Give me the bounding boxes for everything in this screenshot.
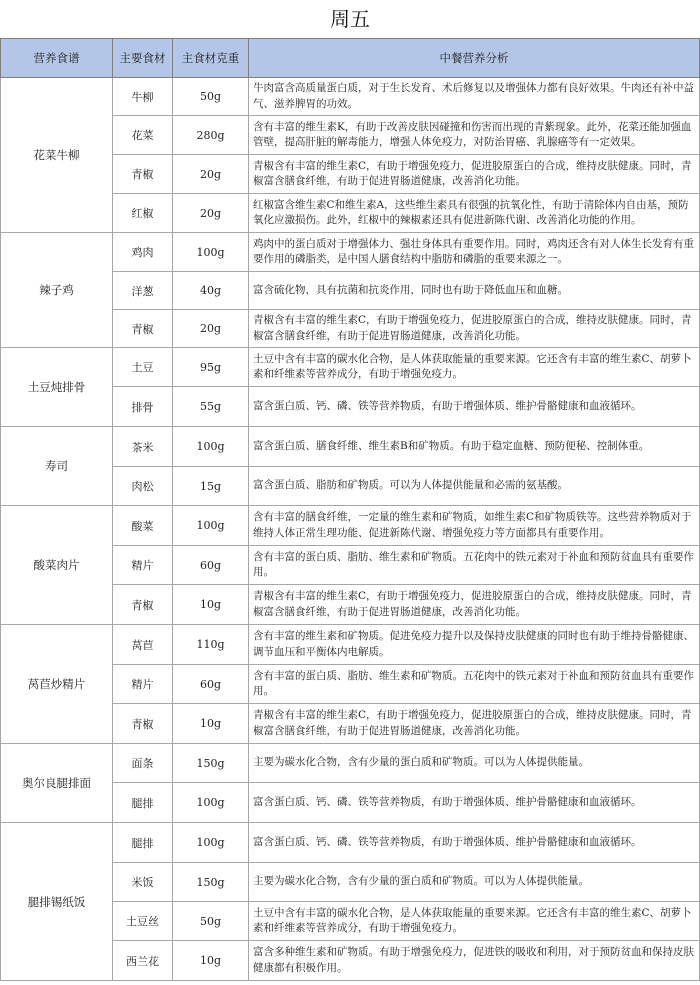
ingredient-weight: 20g: [173, 155, 249, 194]
ingredient-name: 精片: [113, 665, 173, 704]
nutrition-analysis: 主要为碳水化合物，含有少量的蛋白质和矿物质。可以为人体提供能量。: [249, 744, 700, 783]
table-row: [1, 427, 700, 467]
table-row: [1, 823, 700, 863]
nutrition-analysis: 富含蛋白质、钙、磷、铁等营养物质，有助于增强体质、维护骨骼健康和血液循环。: [249, 387, 700, 427]
table-row: [1, 348, 700, 387]
ingredient-weight: 40g: [173, 272, 249, 310]
ingredient-name: 土豆: [113, 348, 173, 387]
nutrition-analysis: 主要为碳水化合物，含有少量的蛋白质和矿物质。可以为人体提供能量。: [249, 863, 700, 902]
nutrition-analysis: 青椒含有丰富的维生素C，有助于增强免疫力，促进胶原蛋白的合成，维持皮肤健康。同时，青椒富含膳食纤维，有助于促进胃肠道健康，改善消化功能。: [249, 585, 700, 625]
ingredient-weight: 15g: [173, 467, 249, 506]
table-row: [1, 625, 700, 665]
ingredient-weight: 100g: [173, 506, 249, 546]
dish-name: 莴苣炒精片: [1, 625, 113, 744]
nutrition-analysis: 土豆中含有丰富的碳水化合物，是人体获取能量的重要来源。它还含有丰富的维生素C、胡萝卜素和纤维素等营养成分，有助于增强免疫力。: [249, 348, 700, 387]
ingredient-weight: 20g: [173, 310, 249, 348]
nutrition-analysis: 红椒富含维生素C和维生素A，这些维生素具有很强的抗氧化性，有助于清除体内自由基，预防氧化应激损伤。此外，红椒中的辣椒素还具有促进新陈代谢、改善消化功能的作用。: [249, 194, 700, 233]
nutrition-analysis: 富含蛋白质、钙、磷、铁等营养物质，有助于增强体质、维护骨骼健康和血液循环。: [249, 823, 700, 863]
ingredient-weight: 100g: [173, 823, 249, 863]
nutrition-analysis: 青椒含有丰富的维生素C，有助于增强免疫力，促进胶原蛋白的合成，维持皮肤健康。同时，青椒富含膳食纤维，有助于促进胃肠道健康，改善消化功能。: [249, 155, 700, 194]
ingredient-weight: 55g: [173, 387, 249, 427]
page-title: 周五: [330, 7, 370, 31]
table-row: [1, 233, 700, 272]
ingredient-name: 青椒: [113, 585, 173, 625]
ingredient-weight: 20g: [173, 194, 249, 233]
ingredient-name: 酸菜: [113, 506, 173, 546]
ingredient-name: 红椒: [113, 194, 173, 233]
ingredient-name: 青椒: [113, 310, 173, 348]
table-header-row: [1, 39, 700, 78]
ingredient-name: 面条: [113, 744, 173, 783]
nutrition-analysis: 含有丰富的维生素和矿物质。促进免疫力提升以及保持皮肤健康的同时也有助于维持骨骼健康、调节血压和平衡体内电解质。: [249, 625, 700, 665]
nutrition-analysis: 富含多种维生素和矿物质。有助于增强免疫力，促进铁的吸收和利用，对于预防贫血和保持皮肤健康都有积极作用。: [249, 941, 700, 981]
ingredient-weight: 50g: [173, 78, 249, 116]
ingredient-name: 牛柳: [113, 78, 173, 116]
nutrition-analysis: 含有丰富的膳食纤维，一定量的维生素和矿物质，如维生素C和矿物质铁等。这些营养物质对于维持人体正常生理功能、促进新陈代谢、增强免疫力等方面都具有重要作用。: [249, 506, 700, 546]
dish-name: 辣子鸡: [1, 233, 113, 348]
dish-name: 酸菜肉片: [1, 506, 113, 625]
ingredient-weight: 110g: [173, 625, 249, 665]
ingredient-weight: 10g: [173, 704, 249, 744]
nutrition-analysis: 青椒含有丰富的维生素C，有助于增强免疫力，促进胶原蛋白的合成，维持皮肤健康。同时，青椒富含膳食纤维，有助于促进胃肠道健康，改善消化功能。: [249, 704, 700, 744]
nutrition-table: [0, 38, 700, 981]
ingredient-name: 青椒: [113, 155, 173, 194]
ingredient-weight: 280g: [173, 116, 249, 155]
nutrition-analysis: 含有丰富的维生素K，有助于改善皮肤因碰撞和伤害而出现的青紫现象。此外，花菜还能加强血管壁，提高肝脏的解毒能力，增强人体免疫力，对防治胃癌、乳腺癌等有一定效果。: [249, 116, 700, 155]
nutrition-analysis: 富含蛋白质、钙、磷、铁等营养物质，有助于增强体质、维护骨骼健康和血液循环。: [249, 783, 700, 823]
table-body: [1, 78, 700, 981]
ingredient-name: 花菜: [113, 116, 173, 155]
ingredient-weight: 100g: [173, 783, 249, 823]
nutrition-analysis: 富含蛋白质、脂肪和矿物质。可以为人体提供能量和必需的氨基酸。: [249, 467, 700, 506]
ingredient-weight: 100g: [173, 427, 249, 467]
ingredient-name: 排骨: [113, 387, 173, 427]
ingredient-name: 鸡肉: [113, 233, 173, 272]
ingredient-weight: 60g: [173, 546, 249, 585]
table-row: [1, 506, 700, 546]
nutrition-analysis: 含有丰富的蛋白质、脂肪、维生素和矿物质。五花肉中的铁元素对于补血和预防贫血具有重要作用。: [249, 546, 700, 585]
ingredient-name: 莴苣: [113, 625, 173, 665]
ingredient-weight: 50g: [173, 902, 249, 941]
dish-name: 花菜牛柳: [1, 78, 113, 233]
table-row: [1, 744, 700, 783]
ingredient-weight: 60g: [173, 665, 249, 704]
nutrition-analysis: 含有丰富的蛋白质、脂肪、维生素和矿物质。五花肉中的铁元素对于补血和预防贫血具有重要作用。: [249, 665, 700, 704]
ingredient-weight: 10g: [173, 585, 249, 625]
ingredient-weight: 100g: [173, 233, 249, 272]
ingredient-name: 米饭: [113, 863, 173, 902]
nutrition-analysis: 富含硫化物，具有抗菌和抗炎作用，同时也有助于降低血压和血糖。: [249, 272, 700, 310]
ingredient-name: 青椒: [113, 704, 173, 744]
dish-name: 土豆炖排骨: [1, 348, 113, 427]
ingredient-weight: 95g: [173, 348, 249, 387]
dish-name: 奥尔良腿排面: [1, 744, 113, 823]
ingredient-weight: 150g: [173, 744, 249, 783]
ingredient-weight: 150g: [173, 863, 249, 902]
dish-name: 寿司: [1, 427, 113, 506]
header-weight: 主食材克重: [173, 39, 249, 78]
dish-name: 腿排锡纸饭: [1, 823, 113, 981]
table-row: [1, 78, 700, 116]
ingredient-name: 西兰花: [113, 941, 173, 981]
ingredient-name: 腿排: [113, 823, 173, 863]
nutrition-analysis: 富含蛋白质、膳食纤维、维生素B和矿物质。有助于稳定血糖、预防便秘、控制体重。: [249, 427, 700, 467]
ingredient-name: 茶米: [113, 427, 173, 467]
ingredient-name: 洋葱: [113, 272, 173, 310]
header-recipe: 营养食谱: [1, 39, 113, 78]
ingredient-weight: 10g: [173, 941, 249, 981]
ingredient-name: 土豆丝: [113, 902, 173, 941]
ingredient-name: 精片: [113, 546, 173, 585]
ingredient-name: 腿排: [113, 783, 173, 823]
nutrition-analysis: 鸡肉中的蛋白质对于增强体力、强壮身体具有重要作用。同时，鸡肉还含有对人体生长发育有重要作用的磷脂类，是中国人膳食结构中脂肪和磷脂的重要来源之一。: [249, 233, 700, 272]
header-analysis: 中餐营养分析: [249, 39, 700, 78]
nutrition-analysis: 土豆中含有丰富的碳水化合物，是人体获取能量的重要来源。它还含有丰富的维生素C、胡萝卜素和纤维素等营养成分，有助于增强免疫力。: [249, 902, 700, 941]
header-ingredient: 主要食材: [113, 39, 173, 78]
nutrition-analysis: 青椒含有丰富的维生素C，有助于增强免疫力，促进胶原蛋白的合成，维持皮肤健康。同时，青椒富含膳食纤维，有助于促进胃肠道健康，改善消化功能。: [249, 310, 700, 348]
nutrition-analysis: 牛肉富含高质量蛋白质，对于生长发育、术后修复以及增强体力都有良好效果。牛肉还有补中益气、滋养脾胃的功效。: [249, 78, 700, 116]
ingredient-name: 肉松: [113, 467, 173, 506]
